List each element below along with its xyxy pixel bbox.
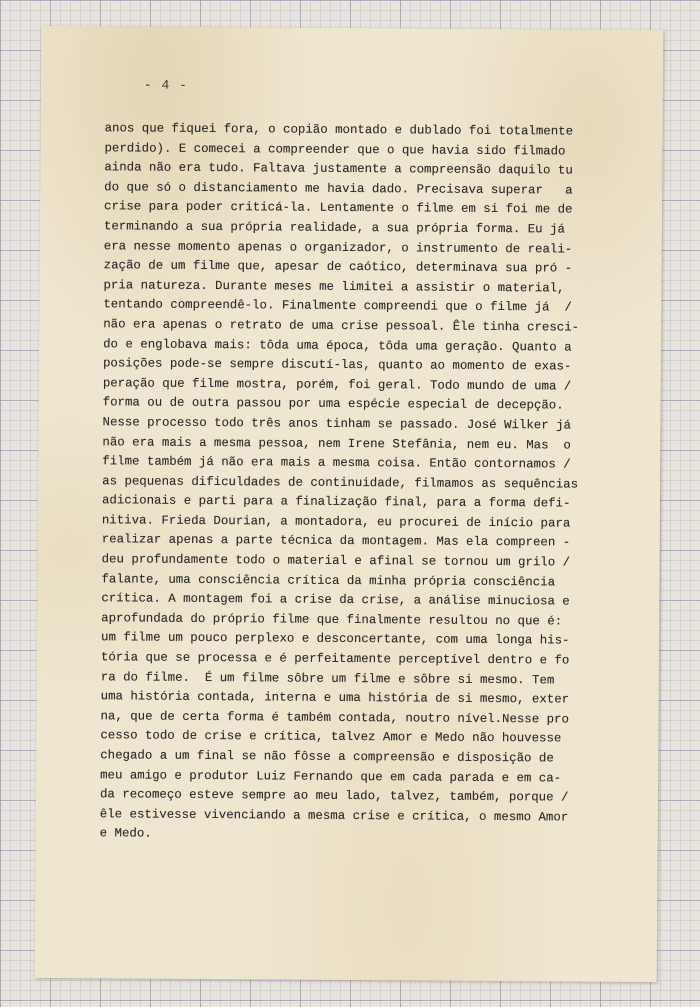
text-line: crise para poder criticá-la. Lentamente o filme em si foi me de [104,199,573,217]
text-line: um filme um pouco perplexo e desconcertante, com uma longa his- [101,630,570,648]
text-line: uma história contada, interna e uma história de si mesmo, exter [100,689,570,707]
text-line: zação de um filme que, apesar de caótico, determinava sua pró - [103,258,573,276]
text-line: do e englobava mais: tôda uma época, tôda uma geração. Quanto a [103,336,572,355]
text-line: do que só o distanciamento me havia dado. Precisava superar a [104,180,573,198]
text-line: perdido). E comecei a compreender que o que havia sido filmado [104,140,566,159]
text-line: deu profundamente todo o material e afinal se tornou um grilo / [101,552,571,570]
text-line: ainda não era tudo. Faltava justamente a compreensão daquilo tu [104,160,573,178]
text-line: chegado a um final se não fôsse a compreensão e disposição de [100,748,554,766]
text-line: tentando compreendê-lo. Finalmente compreendi que o filme já / [103,297,572,315]
text-line: e Medo. [99,826,152,842]
page-number: - 4 - [143,77,188,93]
text-line: crítica. A montagem foi a crise da crise, a análise minuciosa e [101,591,570,609]
text-line: meu amigo e produtor Luiz Fernando que em cada parada e em ca- [100,767,562,786]
text-line: cesso todo de crise e crítica, talvez Amor e Medo não houvesse [100,728,562,746]
text-line: peração que filme mostra, porém, foi geral. Todo mundo de uma / [102,375,572,394]
text-line: falante, uma consciência crítica da minha própria consciência [101,571,556,590]
text-line: posições pode-se sempre discutí-las, quanto ao momento de exas- [102,356,572,374]
text-line: não era apenas o retrato de uma crise pessoal. Êle tinha cresci- [103,317,580,335]
text-line: êle estivesse vivenciando a mesma crise e crítica, o mesmo Amor [99,807,569,825]
text-line: filme também já não era mais a mesma coisa. Então contornamos / [102,454,571,472]
text-line: nitiva. Frieda Dourian, a montadora, eu procurei de início para [101,513,571,531]
text-line: as pequenas dificuldades de continuidade, filmamos as sequências [102,473,579,492]
text-line: forma ou de outra passou por uma espécie especial de decepção. [102,395,564,413]
text-line: tória que se processa e é perfeitamente perceptível dentro e fo [100,650,570,668]
body-text [100,119,625,848]
text-line: na, que de certa forma é também contada, noutro nível.Nesse pro [100,709,570,727]
text-line: pria natureza. Durante meses me limitei a assistir o material, [103,278,565,296]
text-line: não era mais a mesma pessoa, nem Irene Stefânia, nem eu. Mas o [102,434,571,453]
text-line: ra do filme. É um filme sôbre um filme e sôbre si mesmo. Tem [100,669,555,688]
text-line: realizar apenas a parte técnica da montagem. Mas ela compreen - [101,532,571,551]
text-line: aprofundada do próprio filme que finalmente resultou no que é: [101,611,563,629]
text-line: era nesse momento apenas o organizador, o instrumento de reali- [103,238,573,257]
typewritten-page [35,26,664,982]
text-line: anos que fiquei fora, o copião montado e dublado foi totalmente [104,121,574,139]
text-line: terminando a sua própria realidade, a sua própria forma. Eu já [103,219,565,237]
text-line: da recomeço esteve sempre ao meu lado, talvez, também, porque / [99,787,569,805]
text-line: Nesse processo todo três anos tinham se passado. José Wilker já [102,415,572,433]
text-line: adicionais e parti para a finalização final, para a forma defi- [101,493,571,511]
